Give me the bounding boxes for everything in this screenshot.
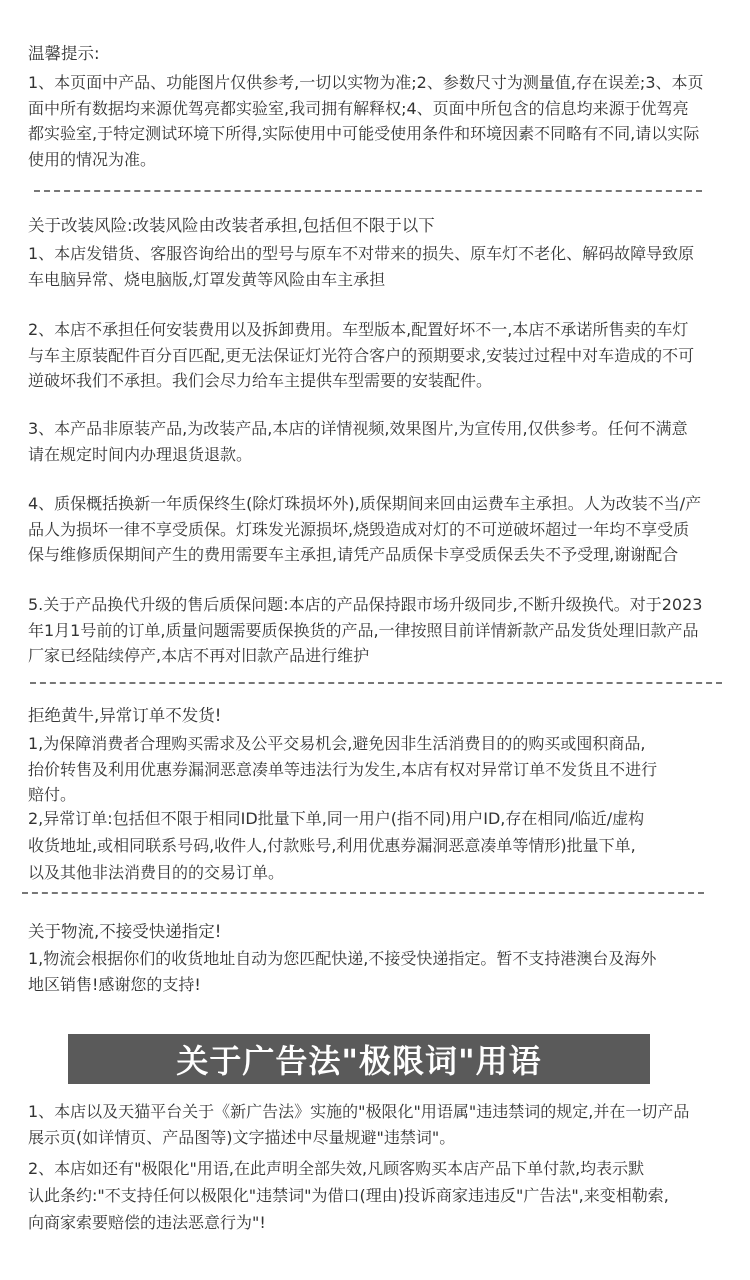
scalper-item-1: 1,为保障消费者合理购买需求及公平交易机会,避免因非生活消费目的的购买或囤积商品, 抬价转售及利用优惠券漏洞恶意凑单等违法行为发生,本店有权对异常订单不发货且不进行 赔付。 bbox=[28, 734, 658, 804]
risk-item-2: 2、本店不承担任何安装费用以及拆卸费用。车型版本,配置好坏不一,本店不承诺所售卖的车灯 与车主原装配件百分百匹配,更无法保证灯光符合客户的预期要求,安装过过程中对车造成的不可 逆破坏我们不承担。我们会尽力给车主提供车型需要的安装配件。 bbox=[28, 320, 695, 390]
logistics-body: 1,物流会根据你们的收货地址自动为您匹配快递,不接受快递指定。暂不支持港澳台及海外 地区销售!感谢您的支持! bbox=[28, 949, 657, 994]
scalper-title: 拒绝黄牛,异常订单不发货! bbox=[28, 706, 222, 725]
risk-item-1: 1、本店发错货、客服咨询给出的型号与原车不对带来的损失、原车灯不老化、解码故障导致原 车电脑异常、烧电脑版,灯罩发黄等风险由车主承担 bbox=[28, 244, 695, 289]
risk-item-4: 4、质保概括换新一年质保终生(除灯珠损坏外),质保期间来回由运费车主承担。人为改装不当/产 品人为损坏一律不享受质保。灯珠发光源损坏,烧毁造成对灯的不可逆破坏超过一年均不享受质 保与维修质保期间产生的费用需要车主承担,请凭产品质保卡享受质保丢失不予受理,谢谢配合 bbox=[28, 494, 702, 564]
risk-item-5: 5.关于产品换代升级的售后质保问题:本店的产品保持跟市场升级同步,不断升级换代。对于2023 年1月1号前的订单,质量问题需要质保换货的产品,一律按照目前详情新款产品发货处理旧款产品 厂家已经陆续停产,本店不再对旧款产品进行维护 bbox=[28, 595, 703, 665]
logistics-title: 关于物流,不接受快递指定! bbox=[28, 922, 222, 941]
scalper-item-2: 2,异常订单:包括但不限于相同ID批量下单,同一用户(指不同)用户ID,存在相同/临近/虚构 收货地址,或相同联系号码,收件人,付款账号,利用优惠券漏洞恶意凑单等情形)批量下单, 以及其他非法消费目的的交易订单。 bbox=[28, 809, 645, 882]
ad-law-banner: 关于广告法"极限词"用语 bbox=[68, 1034, 650, 1084]
risk-item-3: 3、本产品非原装产品,为改装产品,本店的详情视频,效果图片,为宣传用,仅供参考。任何不满意 请在规定时间内办理退货退款。 bbox=[28, 419, 688, 464]
ad-law-item-1: 1、本店以及天猫平台关于《新广告法》实施的"极限化"用语属"违违禁词的规定,并在一切产品 展示页(如详情页、产品图等)文字描述中尽量规避"违禁词"。 bbox=[28, 1102, 690, 1147]
divider-3 bbox=[22, 892, 704, 894]
ad-law-item-2: 2、本店如还有"极限化"用语,在此声明全部失效,凡顾客购买本店产品下单付款,均表示默 认此条约:"不支持任何以极限化"违禁词"为借口(理由)投诉商家违违反"广告法",来变相勒索, 向商家索要赔偿的违法恶意行为"! bbox=[28, 1159, 669, 1232]
notice-body: 1、本页面中产品、功能图片仅供参考,一切以实物为准;2、参数尺寸为测量值,存在误差;3、本页 面中所有数据均来源优驾亮都实验室,我司拥有解释权;4、页面中所包含的信息均来源于优驾亮 都实验室,于特定测试环境下所得,实际使用中可能受使用条件和环境因素不同略有不同,请以实际 使用的情况为准。 bbox=[28, 73, 704, 169]
divider-1 bbox=[34, 190, 702, 192]
risk-title: 关于改装风险:改装风险由改装者承担,包括但不限于以下 bbox=[28, 216, 435, 235]
divider-2 bbox=[30, 682, 722, 684]
notice-title: 温馨提示: bbox=[28, 44, 100, 63]
